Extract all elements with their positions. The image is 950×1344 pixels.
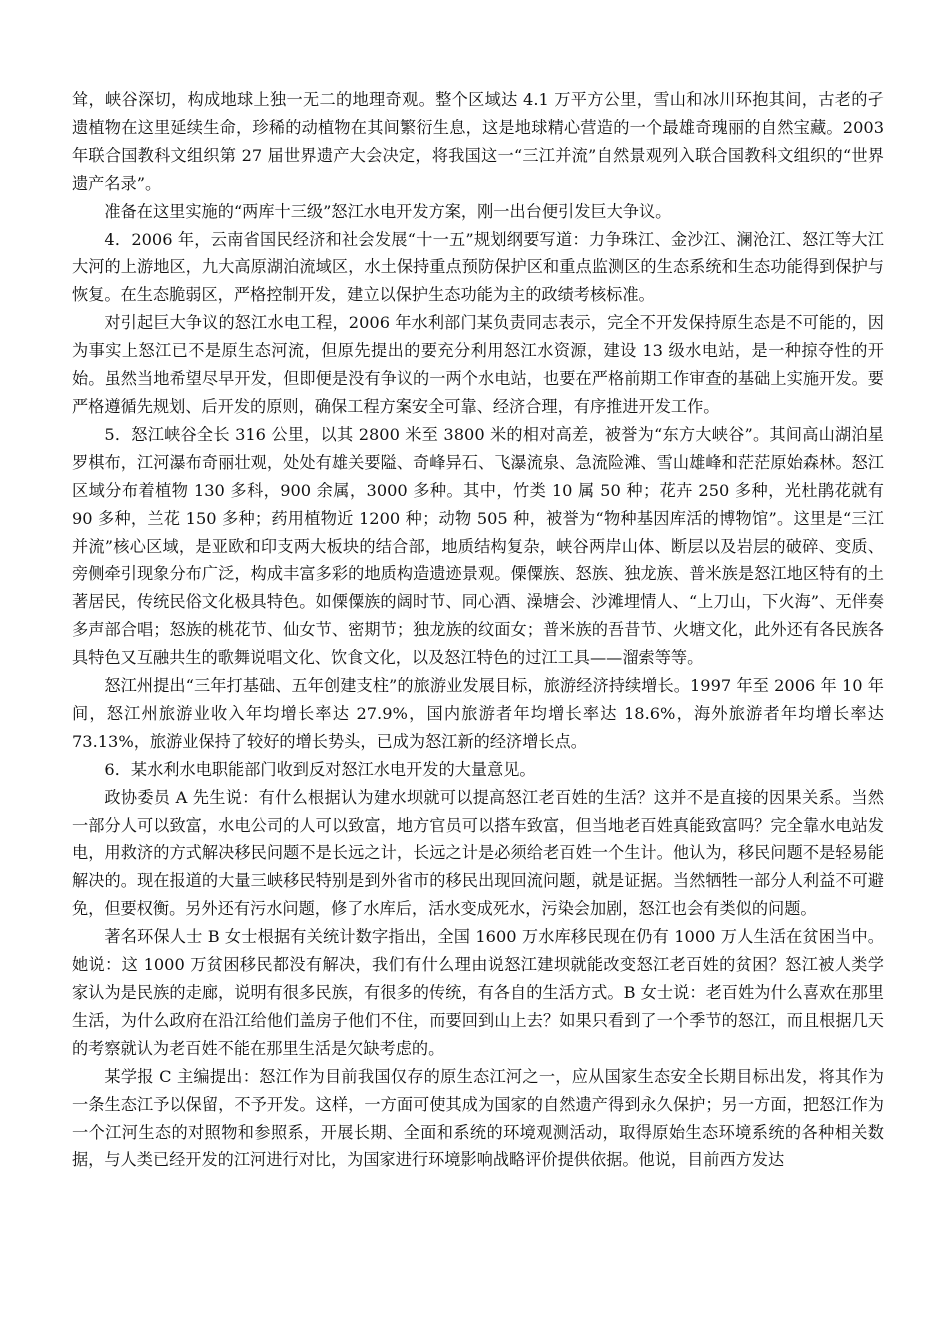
paragraph-5: 5．怒江峡谷全长 316 公里，以其 2800 米至 3800 米的相对高差，被誉为“东方大峡谷”。其间高山湖泊星罗棋布，江河瀑布奇丽壮观，处处有雄关要隘、奇峰异石、飞瀑流泉、急流险滩、雪山雄峰和茫茫原始森林。怒江区域分布着植物 130 多科，900 余属，3000 多种。其中，竹类 10 属 50 种；花卉 250 多种，光杜鹃花就有 90 多种，兰花 150 多种；药用植物近 1200 种；动物 505 种，被誉为“物种基因库活的博物馆”。这里是“三江并流”核心区域，是亚欧和印支两大板块的结合部，地质结构复杂，峡谷两岸山体、断层以及岩层的破碎、变质、旁侧牵引现象分布广泛，构成丰富多彩的地质构造遗迹景观。傈僳族、怒族、独龙族、普米族是怒江地区特有的土著居民，传统民俗文化极具特色。如傈僳族的阔时节、同心酒、澡塘会、沙滩埋情人、“上刀山，下火海”、无伴奏多声部合唱；怒族的桃花节、仙女节、密期节；独龙族的纹面女；普米族的吾昔节、火塘文化，此外还有各民族各具特色又互融共生的歌舞说唱文化、饮食文化，以及怒江特色的过江工具——溜索等等。 <box>72 424 884 668</box>
paragraph-2: 准备在这里实施的“两库十三级”怒江水电开发方案，刚一出台便引发巨大争议。 <box>104 201 672 221</box>
paragraph-7: 6．某水利水电职能部门收到反对怒江水电开发的大量意见。 <box>104 759 536 779</box>
paragraph-4: 对引起巨大争议的怒江水电工程，2006 年水利部门某负责同志表示，完全不开发保持原生态是不可能的，因为事实上怒江已不是原生态河流，但原先提出的要充分利用怒江水资源，建设 13 级水电站，是一种掠夺性的开始。虽然当地希望尽早开发，但即便是没有争议的一两个水电站，也要在严格前期工作审查的基础上实施开发。要严格遵循先规划、后开发的原则，确保工程方案安全可靠、经济合理，有序推进开发工作。 <box>72 313 884 416</box>
paragraph-10: 某学报 C 主编提出：怒江作为目前我国仅存的原生态江河之一，应从国家生态安全长期目标出发，将其作为一条生态江予以保留，不予开发。这样，一方面可使其成为国家的自然遗产得到永久保护；另一方面，把怒江作为一个江河生态的对照物和参照系，开展长期、全面和系统的环境观测活动，取得原始生态环境系统的各种相关数据，与人类已经开发的江河进行对比，为国家进行环境影响战略评价提供依据。他说，目前西方发达 <box>72 1066 884 1170</box>
paragraph-9: 著名环保人士 B 女士根据有关统计数字指出，全国 1600 万水库移民现在仍有 1000 万人生活在贫困当中。她说：这 1000 万贫困移民都没有解决，我们有什么理由说怒江建坝就能改变怒江老百姓的贫困？怒江被人类学家认为是民族的走廊，说明有很多民族，有很多的传统，有各自的生活方式。B 女士说：老百姓为什么喜欢在那里生活，为什么政府在沿江给他们盖房子他们不住，而要回到山上去？如果只看到了一个季节的怒江，而且根据几天的考察就认为老百姓不能在那里生活是欠缺考虑的。 <box>72 927 884 1058</box>
paragraph-6: 怒江州提出“三年打基础、五年创建支柱”的旅游业发展目标，旅游经济持续增长。1997 年至 2006 年 10 年间，怒江州旅游业收入年均增长率达 27.9%，国内旅游者年均增长率达 18.6%，海外旅游者年均增长率达 73.13%，旅游业保持了较好的增长势头，已成为怒江新的经济增长点。 <box>72 676 884 751</box>
paragraph-3: 4．2006 年，云南省国民经济和社会发展“十一五”规划纲要写道：力争珠江、金沙江、澜沧江、怒江等大江大河的上游地区，九大高原湖泊流域区，水土保持重点预防保护区和重点监测区的生态系统和生态功能得到保护与恢复。在生态脆弱区，严格控制开发，建立以保护生态功能为主的政绩考核标准。 <box>72 229 884 305</box>
paragraph-8: 政协委员 A 先生说：有什么根据认为建水坝就可以提高怒江老百姓的生活？这并不是直接的因果关系。当然一部分人可以致富，水电公司的人可以致富，地方官员可以搭车致富，但当地老百姓真能致富吗？完全靠水电站发电，用救济的方式解决移民问题不是长远之计，长远之计是必须给老百姓一个生计。他认为，移民问题不是轻易能解决的。现在报道的大量三峡移民特别是到外省市的移民出现回流问题，就是证据。当然牺牲一部分人利益不可避免，但要权衡。另外还有污水问题，修了水库后，活水变成死水，污染会加剧，怒江也会有类似的问题。 <box>72 787 884 919</box>
paragraph-1: 耸，峡谷深切，构成地球上独一无二的地理奇观。整个区域达 4.1 万平方公里，雪山和冰川环抱其间，古老的孑遗植物在这里延续生命，珍稀的动植物在其间繁衍生息，这是地球精心营造的一个最雄奇瑰丽的自然宝藏。2003 年联合国教科文组织第 27 届世界遗产大会决定，将我国这一“三江并流”自然景观列入联合国教科文组织的“世界遗产名录”。 <box>72 90 884 193</box>
document-page <box>72 86 884 1174</box>
